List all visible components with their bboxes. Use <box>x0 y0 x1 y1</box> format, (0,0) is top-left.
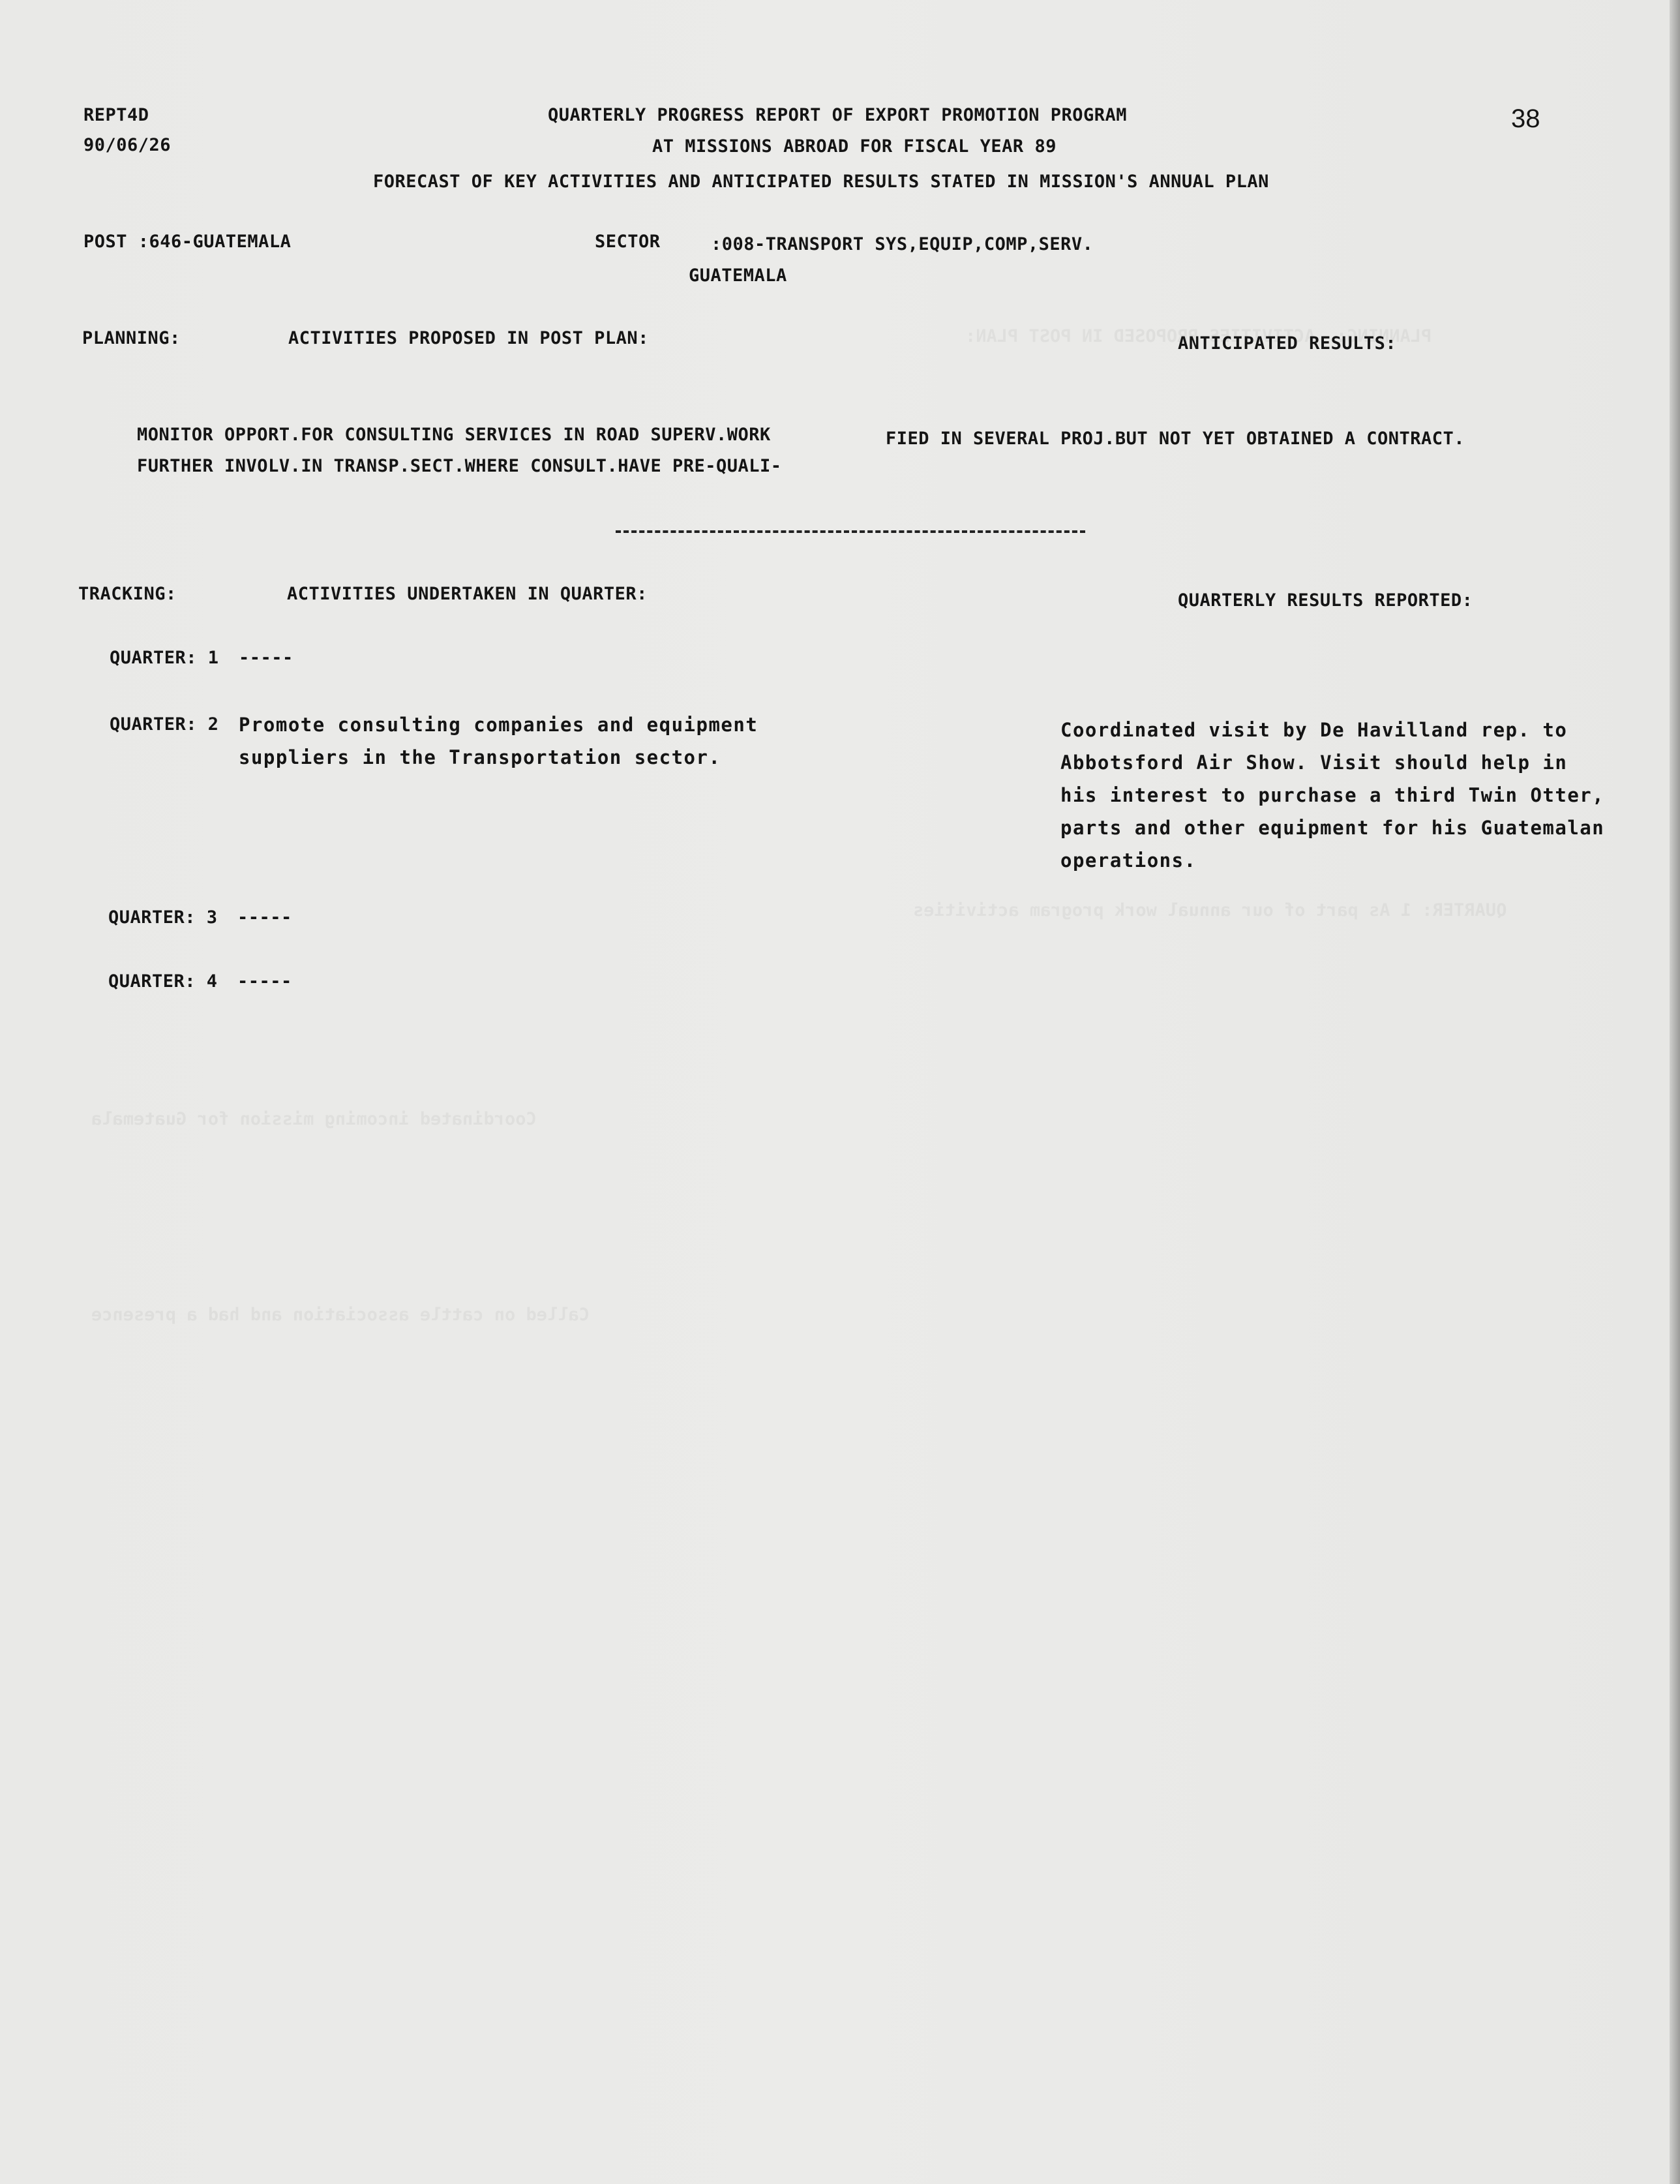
report-id: REPT4D <box>83 105 149 125</box>
report-title-line-2: AT MISSIONS ABROAD FOR FISCAL YEAR 89 <box>652 136 1057 157</box>
planning-label: PLANNING: <box>82 328 181 348</box>
quarter-label: QUARTER: 1 <box>110 648 219 668</box>
sector-value: :008-TRANSPORT SYS,EQUIP,COMP,SERV. <box>711 234 1094 254</box>
post-label: POST :646-GUATEMALA <box>83 232 292 252</box>
quarter-activity: Promote consulting companies and equipment suppliers in the Transportation sector. <box>239 714 758 768</box>
report-date: 90/06/26 <box>83 135 172 155</box>
show-through-text <box>913 900 1507 920</box>
sector-label: SECTOR <box>595 232 661 252</box>
tracking-label: TRACKING: <box>78 584 177 604</box>
tracking-results-header: QUARTERLY RESULTS REPORTED: <box>1178 590 1473 611</box>
quarter-label: QUARTER: 3 <box>108 907 218 928</box>
quarter-activity: ----- <box>237 971 292 992</box>
page-number: 38 <box>1511 104 1540 133</box>
quarter-activity: ----- <box>239 648 293 668</box>
sector-country: GUATEMALA <box>689 265 787 286</box>
planning-activities-header: ACTIVITIES PROPOSED IN POST PLAN: <box>288 328 649 348</box>
section-separator <box>616 530 1085 533</box>
show-through-text <box>91 1109 537 1129</box>
quarter-result: Coordinated visit by De Havilland rep. to Abbotsford Air Show. Visit should help in his interest to purchase a third Twin Otter, parts and other equipment for his Guatemalan operations. <box>1060 719 1605 872</box>
quarter-activity: ----- <box>237 907 292 928</box>
quarter-label: QUARTER: 4 <box>108 971 218 992</box>
show-through-text <box>91 1305 590 1325</box>
planning-activity-line-2: FURTHER INVOLV.IN TRANSP.SECT.WHERE CONSULT.HAVE PRE-QUALI- <box>137 456 782 476</box>
page-edge <box>1670 0 1680 2184</box>
report-title-line-3: FORECAST OF KEY ACTIVITIES AND ANTICIPATED RESULTS STATED IN MISSION'S ANNUAL PLAN <box>373 172 1269 192</box>
tracking-activities-header: ACTIVITIES UNDERTAKEN IN QUARTER: <box>287 584 648 604</box>
planning-activity-line-1: MONITOR OPPORT.FOR CONSULTING SERVICES IN ROAD SUPERV.WORK <box>137 425 771 445</box>
quarter-label: QUARTER: 2 <box>110 714 219 735</box>
planning-results-header: ANTICIPATED RESULTS: <box>1178 333 1397 354</box>
report-title-line-1: QUARTERLY PROGRESS REPORT OF EXPORT PROMOTION PROGRAM <box>548 105 1128 125</box>
planning-result-line-1: FIED IN SEVERAL PROJ.BUT NOT YET OBTAINED A CONTRACT. <box>886 429 1465 449</box>
